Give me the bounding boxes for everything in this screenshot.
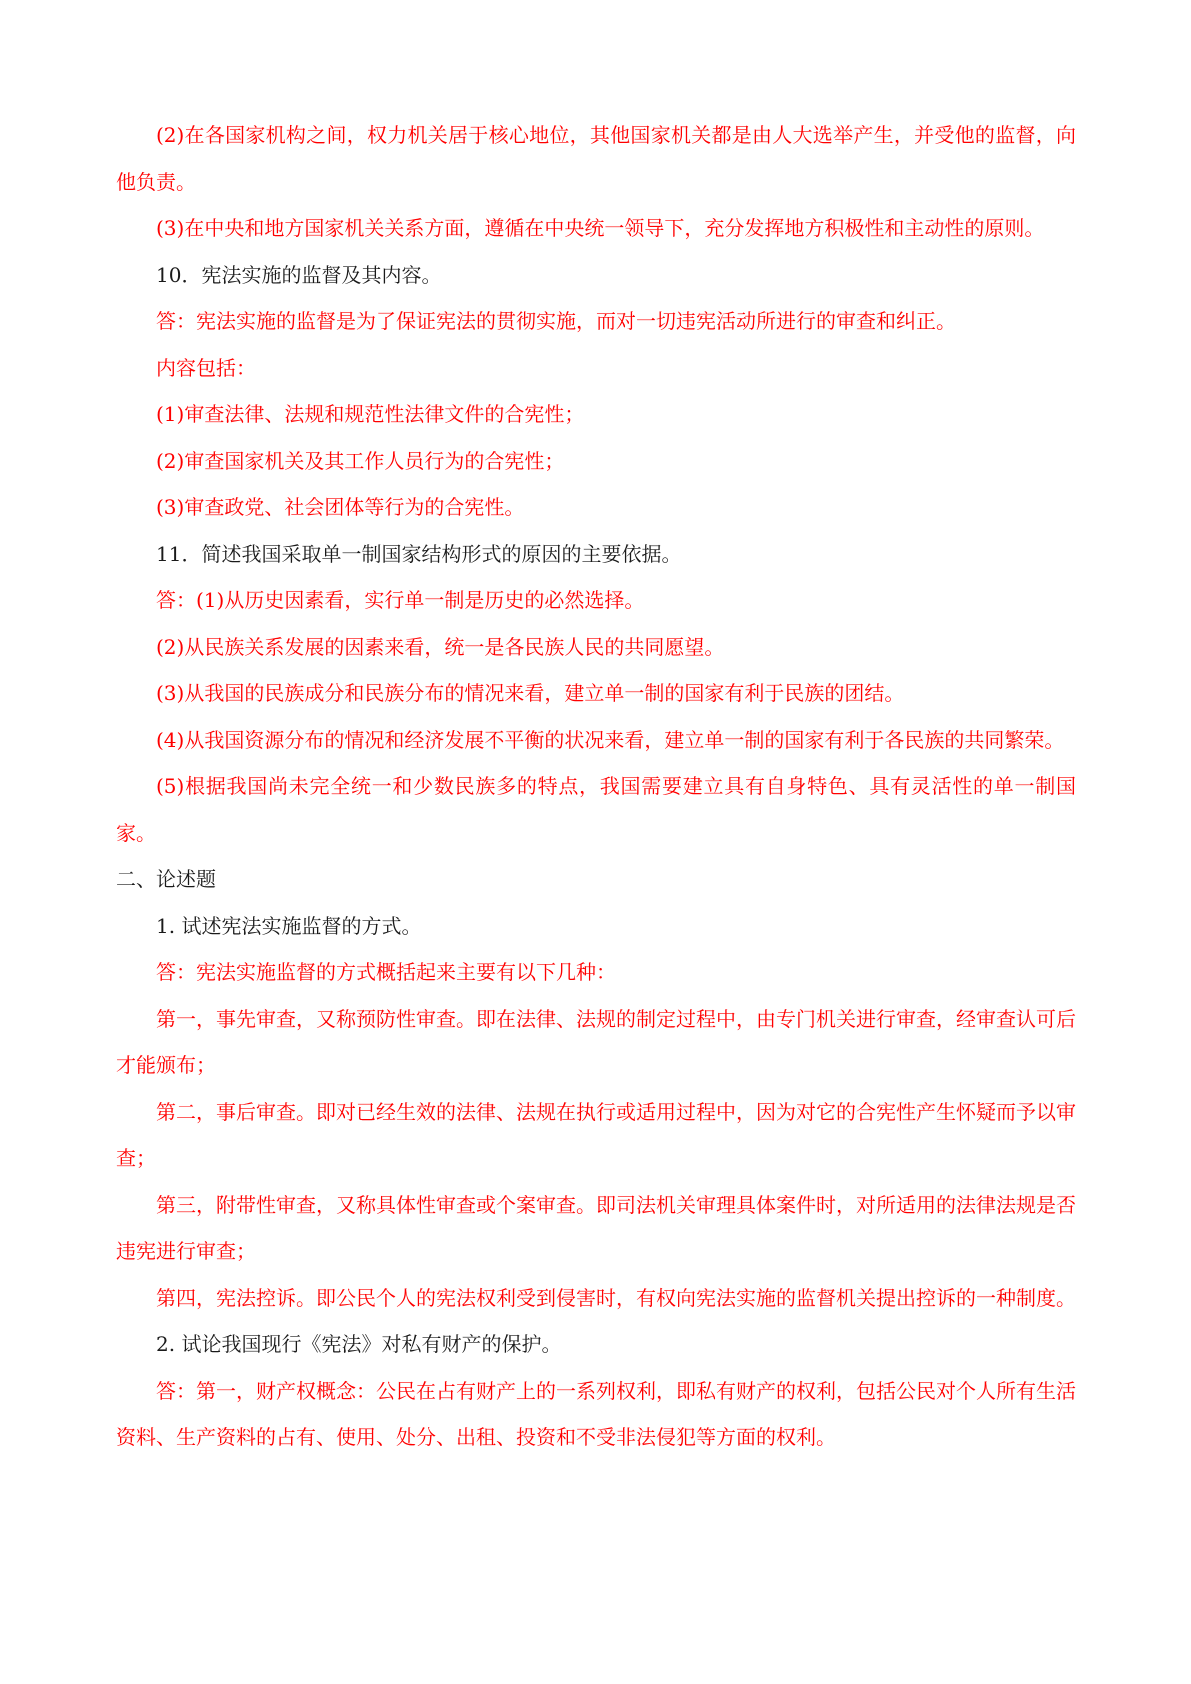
answer-paragraph: 答：第一，财产权概念：公民在占有财产上的一系列权利，即私有财产的权利，包括公民对个人所有生活资料、生产资料的占有、使用、处分、出租、投资和不受非法侵犯等方面的权利。 [116,1378,1076,1449]
answer-paragraph: 答：(1)从历史因素看，实行单一制是历史的必然选择。 [156,588,645,612]
list-item: (1)审查法律、法规和规范性法律文件的合宪性； [156,402,585,426]
list-item: 第二，事后审查。即对已经生效的法律、法规在执行或适用过程中，因为对它的合宪性产生怀疑而予以审查； [116,1099,1076,1170]
list-item: 第四，宪法控诉。即公民个人的宪法权利受到侵害时，有权向宪法实施的监督机关提出控诉的一种制度。 [156,1285,1076,1310]
list-item: 第一，事先审查，又称预防性审查。即在法律、法规的制定过程中，由专门机关进行审查，经审查认可后才能颁布； [116,1006,1076,1077]
section-heading: 二、论述题 [116,867,216,891]
list-item: (3)从我国的民族成分和民族分布的情况来看，建立单一制的国家有利于民族的团结。 [156,681,905,705]
list-item: (2)从民族关系发展的因素来看，统一是各民族人民的共同愿望。 [156,634,725,659]
list-item: (4)从我国资源分布的情况和经济发展不平衡的状况来看，建立单一制的国家有利于各民族的共同繁荣。 [156,727,1065,752]
list-item: (5)根据我国尚未完全统一和少数民族多的特点，我国需要建立具有自身特色、具有灵活性的单一制国家。 [116,774,1076,845]
paragraph: (2)在各国家机构之间，权力机关居于核心地位，其他国家机关都是由人大选举产生，并受他的监督，向他负责。 [116,123,1076,194]
question-heading: 11．简述我国采取单一制国家结构形式的原因的主要依据。 [156,541,682,566]
document-page [116,112,1076,1461]
paragraph: 内容包括： [156,355,256,380]
paragraph: (3)在中央和地方国家机关关系方面，遵循在中央统一领导下，充分发挥地方积极性和主动性的原则。 [156,216,1045,240]
list-item: (2)审查国家机关及其工作人员行为的合宪性； [156,448,565,473]
question-heading: 2. 试论我国现行《宪法》对私有财产的保护。 [156,1332,562,1356]
question-heading: 1. 试述宪法实施监督的方式。 [156,913,422,938]
list-item: (3)审查政党、社会团体等行为的合宪性。 [156,495,525,519]
list-item: 第三，附带性审查，又称具体性审查或个案审查。即司法机关审理具体案件时，对所适用的法律法规是否违宪进行审查； [116,1192,1076,1263]
answer-paragraph: 答：宪法实施监督的方式概括起来主要有以下几种： [156,960,616,984]
question-heading: 10．宪法实施的监督及其内容。 [156,262,442,287]
answer-paragraph: 答：宪法实施的监督是为了保证宪法的贯彻实施，而对一切违宪活动所进行的审查和纠正。 [156,309,956,333]
